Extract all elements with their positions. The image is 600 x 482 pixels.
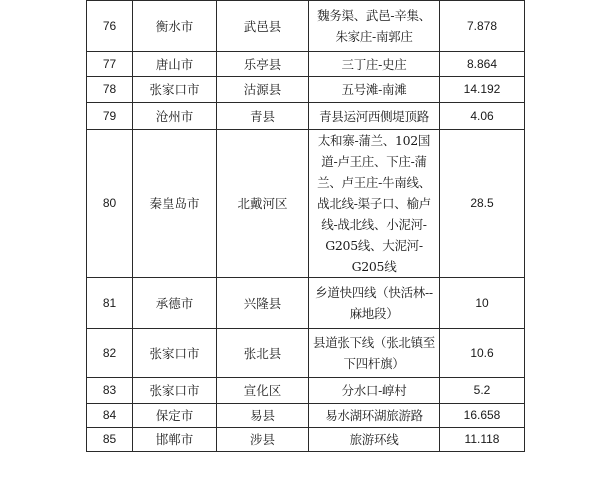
county-cell: 乐亭县 <box>217 52 309 77</box>
route-cell: 旅游环线 <box>309 428 440 452</box>
row-number: 79 <box>87 103 133 130</box>
length-cell: 8.864 <box>440 52 525 77</box>
row-number: 81 <box>87 278 133 329</box>
table-row <box>87 378 525 404</box>
route-cell: 三丁庄-史庄 <box>309 52 440 77</box>
length-cell: 10 <box>440 278 525 329</box>
length-cell: 5.2 <box>440 378 525 404</box>
city-cell: 张家口市 <box>133 329 217 378</box>
city-cell: 邯郸市 <box>133 428 217 452</box>
route-cell: 太和寨-蒲兰、102国道-卢王庄、下庄-蒲兰、卢王庄-牛南线、战北线-渠子口、榆卢线-战北线、小泥河-G205线、大泥河-G205线 <box>309 130 440 278</box>
city-cell: 保定市 <box>133 404 217 428</box>
table-row <box>87 404 525 428</box>
route-cell: 易水湖环湖旅游路 <box>309 404 440 428</box>
length-cell: 10.6 <box>440 329 525 378</box>
row-number: 83 <box>87 378 133 404</box>
county-cell: 北戴河区 <box>217 130 309 278</box>
length-cell: 28.5 <box>440 130 525 278</box>
county-cell: 易县 <box>217 404 309 428</box>
length-cell: 14.192 <box>440 77 525 103</box>
road-list-table-container <box>86 0 525 452</box>
table-row <box>87 329 525 378</box>
city-cell: 张家口市 <box>133 378 217 404</box>
length-cell: 11.118 <box>440 428 525 452</box>
length-cell: 7.878 <box>440 1 525 52</box>
city-cell: 唐山市 <box>133 52 217 77</box>
county-cell: 沽源县 <box>217 77 309 103</box>
county-cell: 张北县 <box>217 329 309 378</box>
table-row <box>87 278 525 329</box>
route-cell: 乡道快四线（快活林--麻地段） <box>309 278 440 329</box>
table-row <box>87 103 525 130</box>
table-row <box>87 428 525 452</box>
table-row <box>87 77 525 103</box>
row-number: 85 <box>87 428 133 452</box>
route-cell: 分水口-崞村 <box>309 378 440 404</box>
row-number: 77 <box>87 52 133 77</box>
county-cell: 涉县 <box>217 428 309 452</box>
table-row <box>87 130 525 278</box>
row-number: 84 <box>87 404 133 428</box>
table-row <box>87 52 525 77</box>
length-cell: 16.658 <box>440 404 525 428</box>
route-cell: 五号滩-南滩 <box>309 77 440 103</box>
length-cell: 4.06 <box>440 103 525 130</box>
row-number: 78 <box>87 77 133 103</box>
county-cell: 武邑县 <box>217 1 309 52</box>
county-cell: 青县 <box>217 103 309 130</box>
row-number: 76 <box>87 1 133 52</box>
city-cell: 衡水市 <box>133 1 217 52</box>
route-cell: 青县运河西侧堤顶路 <box>309 103 440 130</box>
table-row <box>87 1 525 52</box>
city-cell: 秦皇岛市 <box>133 130 217 278</box>
county-cell: 兴隆县 <box>217 278 309 329</box>
road-list-table <box>86 0 525 452</box>
city-cell: 承德市 <box>133 278 217 329</box>
route-cell: 县道张下线（张北镇至下四杆旗） <box>309 329 440 378</box>
county-cell: 宣化区 <box>217 378 309 404</box>
city-cell: 沧州市 <box>133 103 217 130</box>
route-cell: 魏务渠、武邑-辛集、朱家庄-南郭庄 <box>309 1 440 52</box>
row-number: 80 <box>87 130 133 278</box>
city-cell: 张家口市 <box>133 77 217 103</box>
row-number: 82 <box>87 329 133 378</box>
